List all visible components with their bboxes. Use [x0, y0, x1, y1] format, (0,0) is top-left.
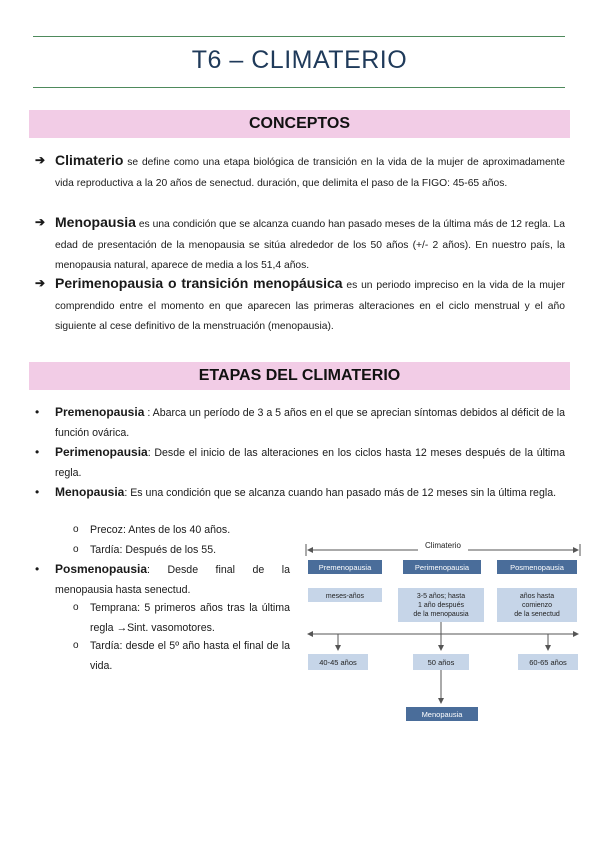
concept-text: se define como una etapa biológica de transición en la vida de la mujer de aproximadamente vida reproductiva a la 20 años de senectud. duración, que delimita el paso de la FIGO: 45-65 años. [55, 157, 565, 189]
concept-item-perimenopausia [35, 273, 565, 338]
page-title: T6 – CLIMATERIO [191, 46, 408, 74]
stage-text: : Es una condición que se alcanza cuando han pasado más de 12 meses sin la última regla. [124, 487, 557, 499]
posmenopausia-sub-tardia [73, 636, 290, 676]
sub-text: Precoz: Antes de los 40 años. [90, 524, 231, 536]
desc-premenopausia: meses-años [325, 593, 365, 600]
sub-text: Tardía: Después de los 55. [90, 544, 217, 556]
desc-posmenopausia-line2: comienzo [522, 602, 552, 609]
phase-label-posmenopausia: Posmenopausia [510, 563, 564, 572]
concept-text: es una condición que se alcanza cuando han pasado meses de la última más de 12 regla. La edad de presentación de la menopausia se sitúa alrededor de los 50 años (+/- 2 años). En nuestro país, la menopausia natural, aparece de media a los 51,4 años. [55, 219, 565, 271]
stage-menopausia [35, 482, 565, 503]
desc-perimenopausia-line3: de la menopausia [413, 611, 469, 618]
sub-bullet-icon: o [73, 544, 79, 555]
section-heading-etapas: ETAPAS DEL CLIMATERIO [29, 362, 570, 390]
posmenopausia-sub-temprana [73, 598, 290, 638]
bullet-icon: • [35, 445, 40, 459]
concept-item-menopausia [35, 212, 565, 277]
stage-term: Premenopausia [55, 405, 145, 419]
arrow-icon: ➔ [35, 276, 46, 290]
stage-text: : Desde el inicio de las alteraciones en los ciclos hasta 12 meses después de la última regla. [55, 447, 565, 479]
age-40-45: 40-45 años [319, 658, 357, 667]
stage-term: Posmenopausia [55, 562, 148, 576]
sub-bullet-icon: o [73, 640, 79, 651]
arrow-icon: ➔ [35, 215, 46, 229]
stage-perimenopausia [35, 442, 565, 483]
desc-perimenopausia-line2: 1 año después [418, 602, 464, 609]
age-50: 50 años [427, 658, 455, 667]
concept-item-climaterio [35, 150, 565, 194]
concept-term: Menopausia [55, 214, 136, 230]
stage-text: : Abarca un período de 3 a 5 años en el que se aprecian síntomas debidos al déficit de la función ovárica. [55, 407, 565, 439]
menopausia-sub-tardia [73, 540, 293, 560]
concept-term: Climaterio [55, 152, 124, 168]
sub-text: Temprana: 5 primeros años tras la última regla →Sint. vasomotores. [90, 602, 290, 634]
stage-premenopausia [35, 402, 565, 443]
desc-perimenopausia-line1: 3-5 años; hasta [416, 593, 466, 600]
sub-text: Tardía: desde el 5º año hasta el final de la vida. [90, 640, 290, 672]
stage-term: Menopausia [55, 485, 125, 499]
climaterio-label: Climaterio [424, 541, 462, 550]
sub-bullet-icon: o [73, 524, 79, 535]
title-top-rule [33, 36, 565, 37]
desc-posmenopausia-line3: de la senectud [514, 611, 560, 618]
desc-posmenopausia-line1: años hasta [519, 593, 555, 600]
concept-term: Perimenopausia o transición menopáusica [55, 275, 343, 291]
section-heading-conceptos: CONCEPTOS [29, 110, 570, 138]
menopausia-label: Menopausia [421, 710, 463, 719]
phase-label-premenopausia: Premenopausia [318, 563, 372, 572]
stage-posmenopausia [35, 559, 290, 600]
sub-bullet-icon: o [73, 602, 79, 613]
bullet-icon: • [35, 562, 40, 576]
climaterio-diagram [300, 537, 585, 727]
concept-text: es un periodo impreciso en la vida de la mujer comprendido entre el momento en que aparecen las primeras alteraciones en el ciclo menstrual y el año siguiente al cese definitivo de la menstruación (menopausia). [55, 280, 565, 332]
menopausia-sub-precoz [73, 520, 293, 540]
title-bottom-rule [33, 87, 565, 88]
stage-text: : Desde final de la menopausia hasta senectud. [55, 564, 290, 596]
phase-label-perimenopausia: Perimenopausia [414, 563, 470, 572]
age-60-65: 60-65 años [529, 658, 567, 667]
stage-term: Perimenopausia [55, 445, 148, 459]
bullet-icon: • [35, 485, 40, 499]
bullet-icon: • [35, 405, 40, 419]
arrow-icon: ➔ [35, 153, 46, 167]
